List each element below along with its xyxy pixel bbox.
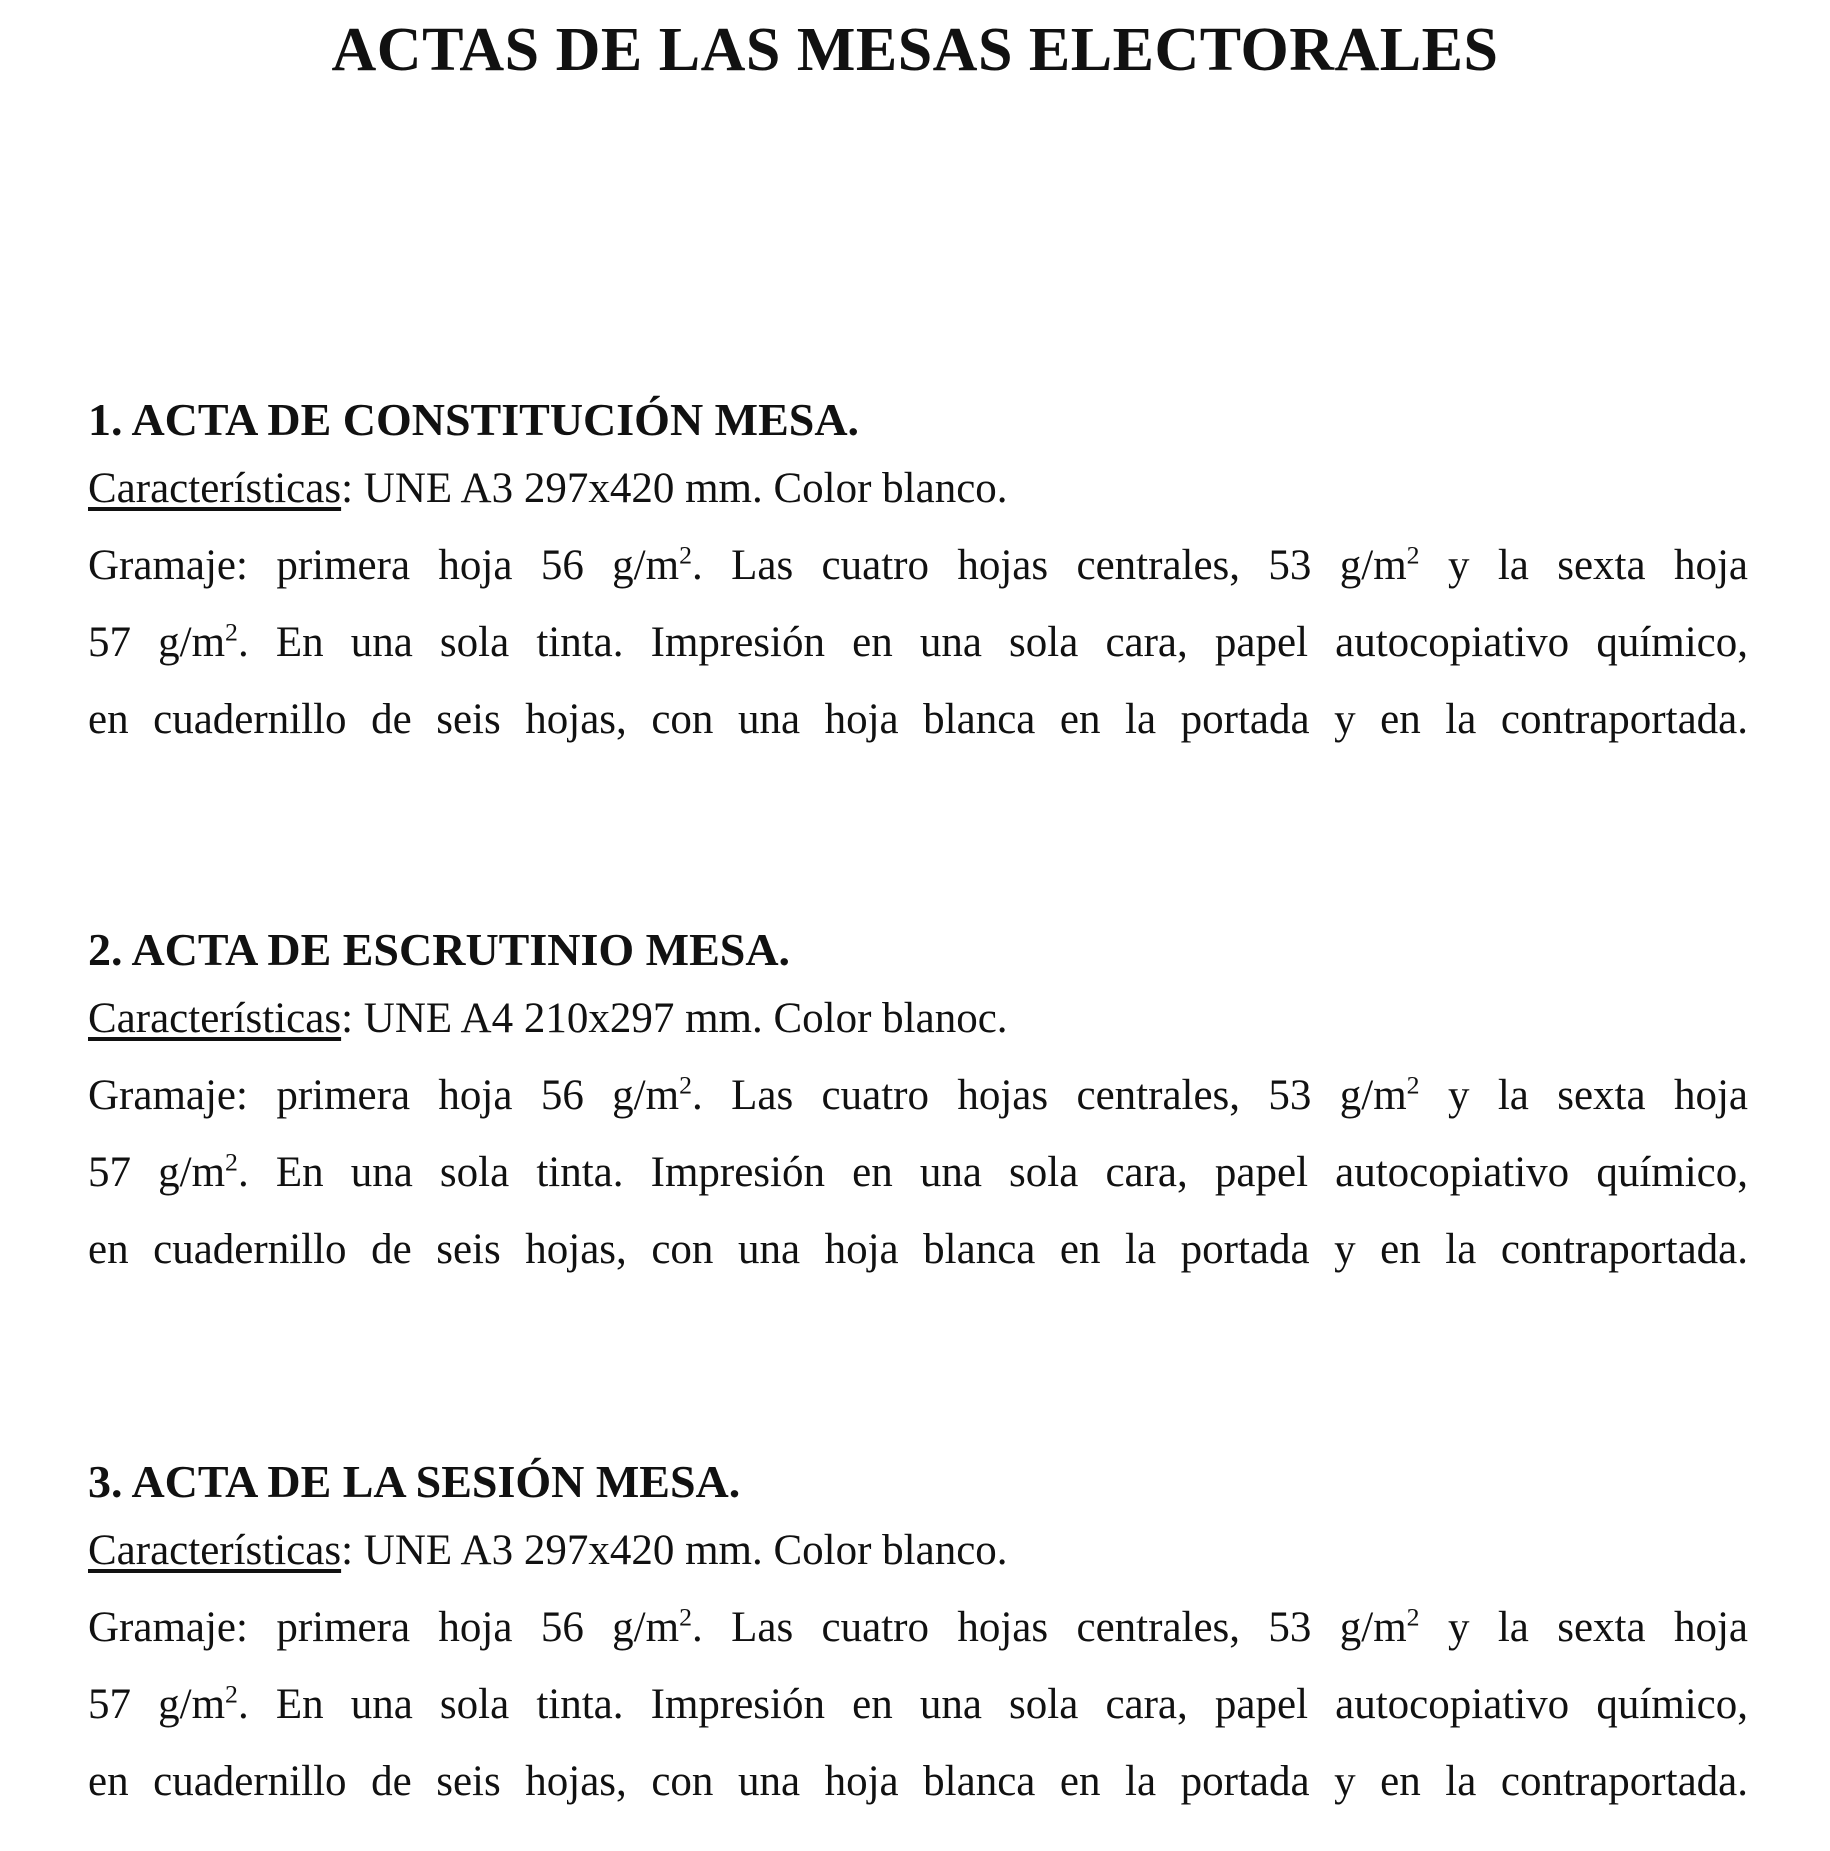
spec-label: Características [88, 465, 342, 512]
grammage-text-b: . Las cuatro hojas centrales, 53 g/m [691, 542, 1407, 589]
print-text-a: 57 g/m [88, 619, 226, 666]
superscript: 2 [1406, 1602, 1420, 1632]
grammage-text-a: Gramaje: primera hoja 56 g/m [88, 542, 680, 589]
section-acta-escrutinio [88, 920, 1748, 1288]
booklet-line: en cuadernillo de seis hojas, con una hoja blanca en la portada y en la contraportada. [88, 696, 1748, 743]
print-line [88, 1134, 1748, 1211]
grammage-text-b: . Las cuatro hojas centrales, 53 g/m [691, 1072, 1407, 1119]
grammage-text-b: . Las cuatro hojas centrales, 53 g/m [691, 1604, 1407, 1651]
booklet-line: en cuadernillo de seis hojas, con una hoja blanca en la portada y en la contraportada. [88, 1758, 1748, 1805]
spec-line [88, 1512, 1748, 1589]
print-line [88, 1666, 1748, 1743]
grammage-line [88, 1589, 1748, 1666]
print-text-b: . En una sola tinta. Impresión en una sola cara, papel autocopiativo químico, [237, 1681, 1748, 1728]
superscript: 2 [679, 1070, 692, 1100]
section-heading: 2. ACTA DE ESCRUTINIO MESA. [88, 924, 791, 975]
section-heading: 3. ACTA DE LA SESIÓN MESA. [88, 1456, 741, 1507]
spec-label: Características [88, 1527, 342, 1574]
spec-value: : UNE A4 210x297 mm. Color blanoc. [341, 995, 1008, 1042]
booklet-line: en cuadernillo de seis hojas, con una hoja blanca en la portada y en la contraportada. [88, 1226, 1748, 1273]
print-text-b: . En una sola tinta. Impresión en una sola cara, papel autocopiativo químico, [237, 1149, 1748, 1196]
superscript: 2 [679, 1602, 692, 1632]
print-text-a: 57 g/m [88, 1681, 226, 1728]
superscript: 2 [679, 540, 692, 570]
section-acta-constitucion [88, 390, 1748, 758]
grammage-text-c: y la sexta hoja [1419, 542, 1748, 589]
spec-label: Características [88, 995, 342, 1042]
grammage-text-a: Gramaje: primera hoja 56 g/m [88, 1072, 680, 1119]
superscript: 2 [1406, 540, 1420, 570]
print-text-a: 57 g/m [88, 1149, 226, 1196]
grammage-text-c: y la sexta hoja [1419, 1604, 1748, 1651]
section-acta-sesion [88, 1452, 1748, 1820]
print-line [88, 604, 1748, 681]
superscript: 2 [1406, 1070, 1420, 1100]
spec-line [88, 980, 1748, 1057]
grammage-line [88, 1057, 1748, 1134]
spec-value: : UNE A3 297x420 mm. Color blanco. [341, 465, 1008, 512]
grammage-text-a: Gramaje: primera hoja 56 g/m [88, 1604, 680, 1651]
grammage-text-c: y la sexta hoja [1419, 1072, 1748, 1119]
superscript: 2 [225, 1147, 238, 1177]
grammage-line [88, 527, 1748, 604]
spec-value: : UNE A3 297x420 mm. Color blanco. [341, 1527, 1008, 1574]
superscript: 2 [225, 617, 238, 647]
superscript: 2 [225, 1679, 238, 1709]
print-text-b: . En una sola tinta. Impresión en una sola cara, papel autocopiativo químico, [237, 619, 1748, 666]
document-title: ACTAS DE LAS MESAS ELECTORALES [331, 16, 1499, 84]
spec-line [88, 450, 1748, 527]
section-heading: 1. ACTA DE CONSTITUCIÓN MESA. [88, 394, 860, 445]
